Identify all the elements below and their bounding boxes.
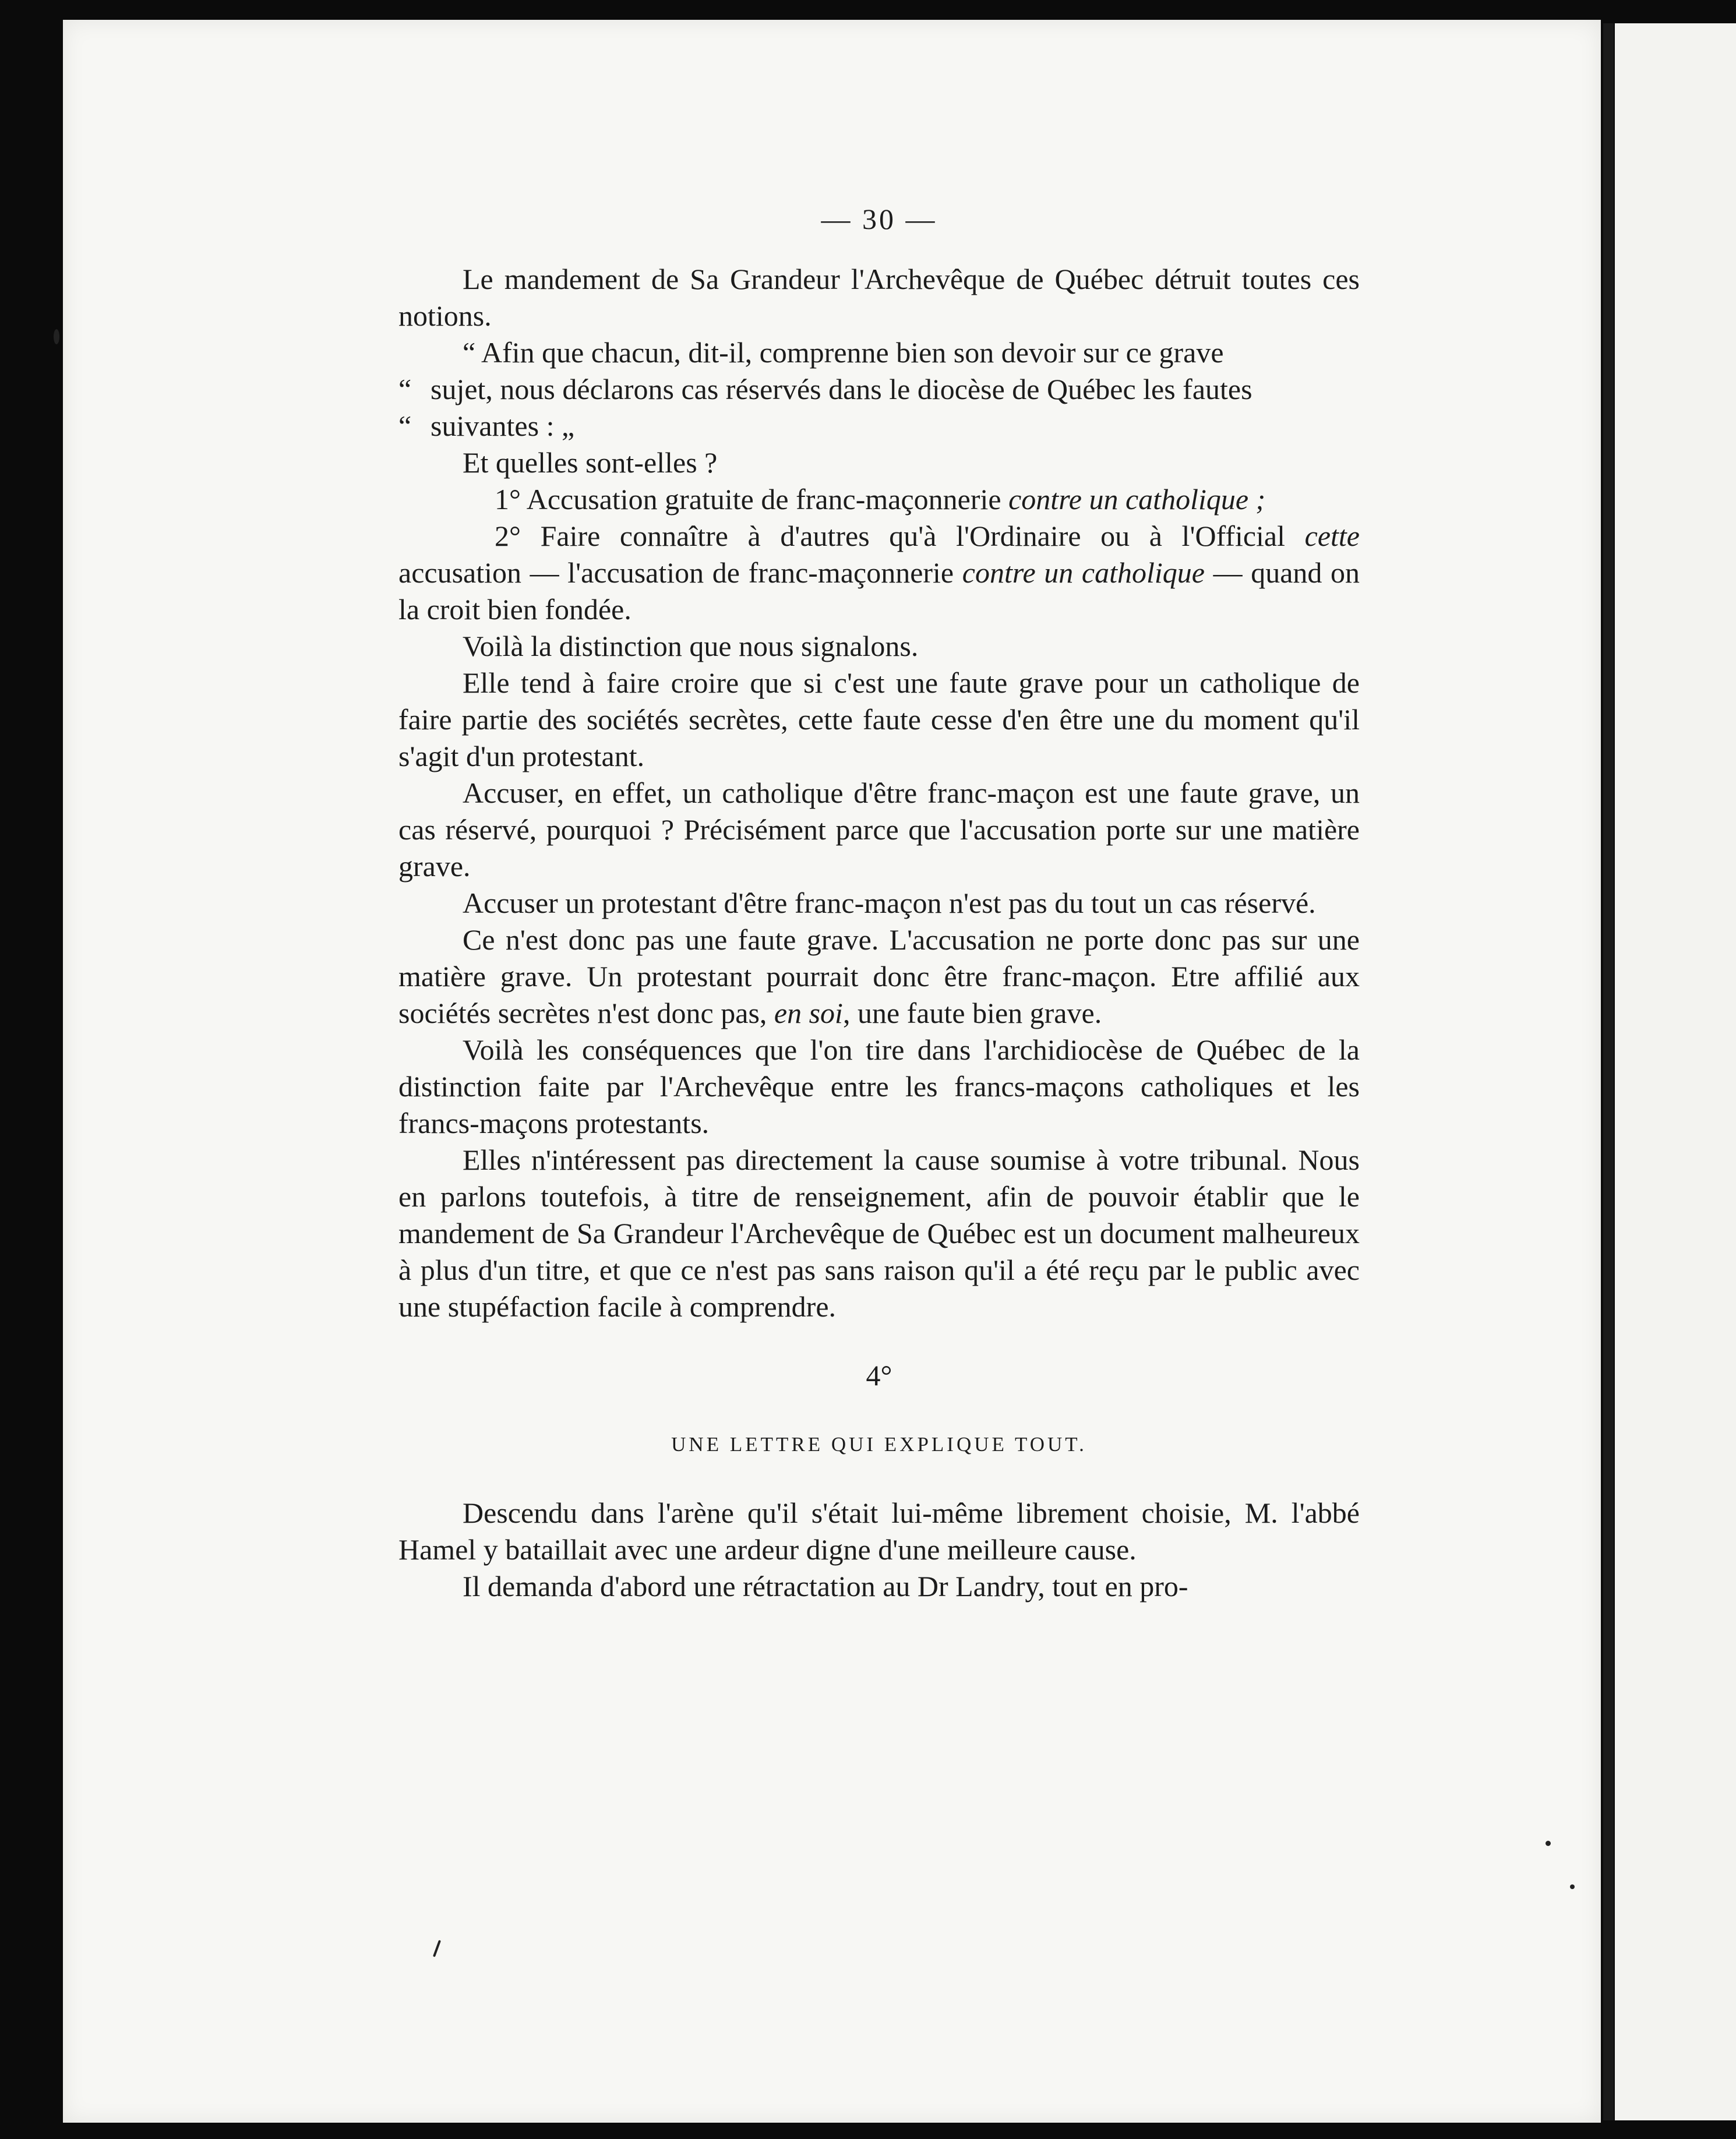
quote-mark: “ [463, 336, 476, 369]
list-item [398, 481, 1360, 518]
scan-speck [1546, 1841, 1551, 1846]
scan-speck [54, 329, 59, 344]
quote-line [398, 408, 1360, 444]
paragraph: Accuser un protestant d'être franc-maçon n'est pas du tout un cas réservé. [463, 887, 1316, 919]
list-item-text: — quand on la croit bien fondée. [398, 556, 1360, 626]
facing-page-edge [1615, 23, 1736, 2120]
section-title: UNE LETTRE QUI EXPLIQUE TOUT. [671, 1433, 1087, 1456]
page-text [398, 201, 1360, 1605]
paragraph: Elles n'intéressent pas directement la cause soumise à votre tribunal. Nous en parlons toutefois, à titre de renseignement, afin de pouvoir établir que le mandement de Sa Grandeur l'Archevêque de Québec est un document malheureux à plus d'un titre, et que ce n'est pas sans raison qu'il a été reçu par le public avec une stupéfaction facile à comprendre. [398, 1143, 1360, 1323]
list-item [398, 518, 1360, 628]
quote-line [398, 371, 1360, 408]
quote-text: Afin que chacun, dit-il, comprenne bien son devoir sur ce grave [481, 336, 1224, 369]
quote-text: sujet, nous déclarons cas réservés dans le diocèse de Québec les fautes [431, 373, 1252, 405]
paragraph: Descendu dans l'arène qu'il s'était lui-même librement choisie, M. l'abbé Hamel y bataillait avec une ardeur digne d'une meilleure cause. [398, 1496, 1360, 1566]
paragraph: Voilà les conséquences que l'on tire dans l'archidiocèse de Québec de la distinction faite par l'Archevêque entre les francs-maçons catholiques et les francs-maçons protestants. [398, 1033, 1360, 1139]
section-number: 4° [866, 1359, 892, 1392]
page-number: — 30 — [821, 203, 937, 235]
quote-text: suivantes : „ [431, 410, 575, 442]
list-item-emphasis: contre un catholique ; [1008, 483, 1266, 516]
list-item-text: accusation — l'accusation de franc-maçonnerie [398, 556, 954, 589]
paragraph: Elle tend à faire croire que si c'est une faute grave pour un catholique de faire partie des sociétés secrètes, cette faute cesse d'en être une du moment qu'il s'agit d'un protestant. [398, 666, 1360, 772]
paragraph: Accuser, en effet, un catholique d'être franc-maçon est une faute grave, un cas réservé, pourquoi ? Précisément parce que l'accusation porte sur une matière grave. [398, 776, 1360, 883]
paragraph-emphasis: en soi [774, 997, 843, 1029]
list-item-text: 1° Accusation gratuite de franc-maçonnerie [495, 483, 1001, 516]
scan-left-border [0, 0, 63, 2139]
list-item-emphasis: cette [1304, 520, 1360, 552]
list-item-emphasis: contre un catholique [962, 556, 1205, 589]
paragraph: Voilà la distinction que nous signalons. [463, 630, 919, 662]
paragraph: Il demanda d'abord une rétractation au Dr Landry, tout en pro- [463, 1570, 1188, 1603]
paragraph-text: , une faute bien grave. [842, 997, 1102, 1029]
paragraph: Et quelles sont-elles ? [463, 446, 718, 479]
paragraph-text: Ce n'est donc pas une faute grave. L'accusation ne porte donc pas sur une matière grave. Un protestant pourrait donc être franc-maçon. Etre affilié aux sociétés secrètes n'est donc pas, [398, 923, 1360, 1029]
paragraph [398, 922, 1360, 1032]
quote-line [398, 334, 1360, 371]
scan-speck [1570, 1884, 1575, 1889]
book-gutter [1603, 23, 1614, 2120]
paragraph: Le mandement de Sa Grandeur l'Archevêque de Québec détruit toutes ces notions. [398, 263, 1360, 332]
quote-mark: “ [398, 410, 412, 442]
list-item-text: 2° Faire connaître à d'autres qu'à l'Ordinaire ou à l'Official [495, 520, 1286, 552]
quote-mark: “ [398, 373, 412, 405]
